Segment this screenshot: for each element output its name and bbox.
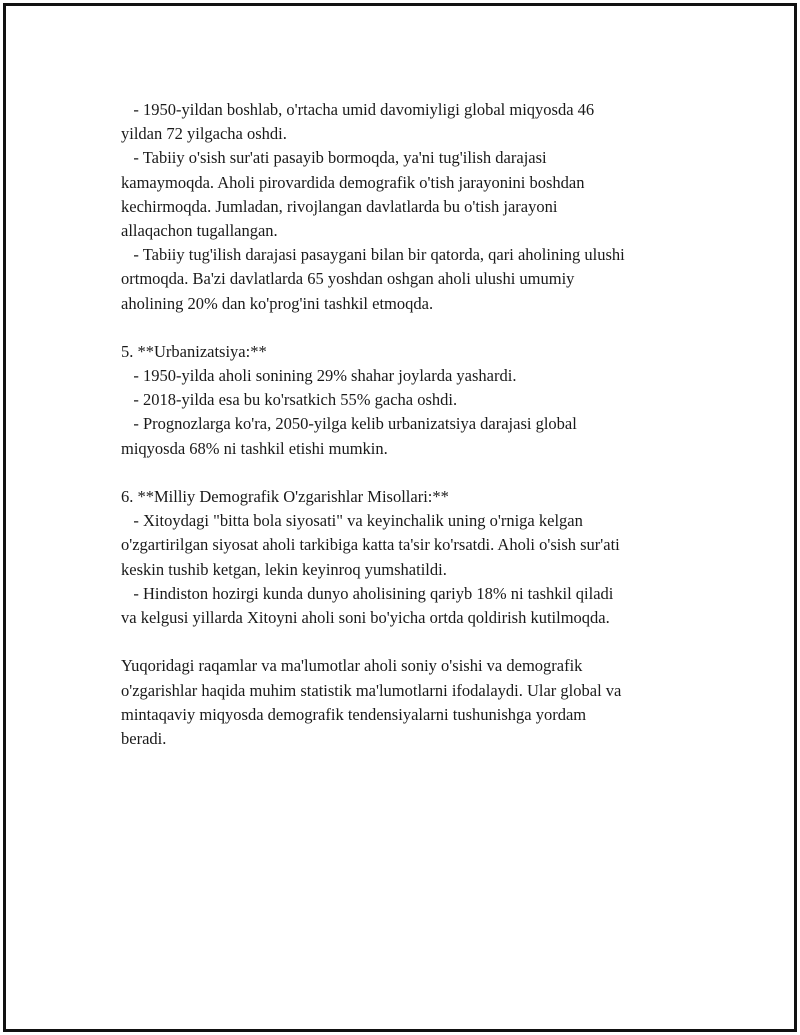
- section-heading: 5. **Urbanizatsiya:**: [121, 341, 267, 361]
- document-body: [121, 98, 721, 751]
- text-line: - Hindiston hozirgi kunda dunyo aholisining qariyb 18% ni tashkil qiladi: [121, 583, 614, 603]
- paragraph-spacer: [121, 630, 721, 654]
- text-line: kechirmoqda. Jumladan, rivojlangan davlatlarda bu o'tish jarayoni: [121, 196, 558, 216]
- text-line: o'zgartirilgan siyosat aholi tarkibiga katta ta'sir ko'rsatdi. Aholi o'sish sur'ati: [121, 535, 620, 555]
- paragraph-spacer: [121, 316, 721, 340]
- text-line: Yuqoridagi raqamlar va ma'lumotlar aholi soniy o'sishi va demografik: [121, 656, 583, 676]
- text-line: keskin tushib ketgan, lekin keyinroq yumshatildi.: [121, 559, 447, 579]
- text-line: kamaymoqda. Aholi pirovardida demografik o'tish jarayonini boshdan: [121, 172, 585, 192]
- section-life-expectancy: [121, 98, 721, 316]
- text-line: aholining 20% dan ko'prog'ini tashkil etmoqda.: [121, 293, 434, 313]
- paragraph-spacer: [121, 461, 721, 485]
- text-line: - 1950-yildan boshlab, o'rtacha umid davomiyligi global miqyosda 46: [121, 100, 595, 119]
- text-line: - 1950-yilda aholi sonining 29% shahar joylarda yashardi.: [121, 366, 517, 386]
- text-line: ortmoqda. Ba'zi davlatlarda 65 yoshdan oshgan aholi ulushi umumiy: [121, 269, 575, 289]
- section-national-examples: [121, 485, 721, 630]
- text-line: - Tabiiy tug'ilish darajasi pasaygani bilan bir qatorda, qari aholining ulushi: [121, 245, 625, 265]
- section-urbanization: [121, 340, 721, 461]
- section-conclusion: [121, 654, 721, 751]
- text-line: beradi.: [121, 728, 167, 748]
- text-line: mintaqaviy miqyosda demografik tendensiyalarni tushunishga yordam: [121, 704, 587, 724]
- text-line: va kelgusi yillarda Xitoyni aholi soni bo'yicha ortda qoldirish kutilmoqda.: [121, 607, 610, 627]
- text-line: yildan 72 yilgacha oshdi.: [121, 124, 287, 144]
- section-heading: 6. **Milliy Demografik O'zgarishlar Misollari:**: [121, 487, 449, 506]
- text-line: - 2018-yilda esa bu ko'rsatkich 55% gacha oshdi.: [121, 390, 458, 410]
- text-line: miqyosda 68% ni tashkil etishi mumkin.: [121, 438, 388, 458]
- text-line: - Tabiiy o'sish sur'ati pasayib bormoqda, ya'ni tug'ilish darajasi: [121, 148, 547, 168]
- text-line: allaqachon tugallangan.: [121, 220, 278, 240]
- text-line: o'zgarishlar haqida muhim statistik ma'lumotlarni ifodalaydi. Ular global va: [121, 680, 622, 700]
- text-line: - Xitoydagi "bitta bola siyosati" va keyinchalik uning o'rniga kelgan: [121, 511, 583, 531]
- page-frame: [3, 3, 797, 1032]
- text-line: - Prognozlarga ko'ra, 2050-yilga kelib urbanizatsiya darajasi global: [121, 414, 577, 434]
